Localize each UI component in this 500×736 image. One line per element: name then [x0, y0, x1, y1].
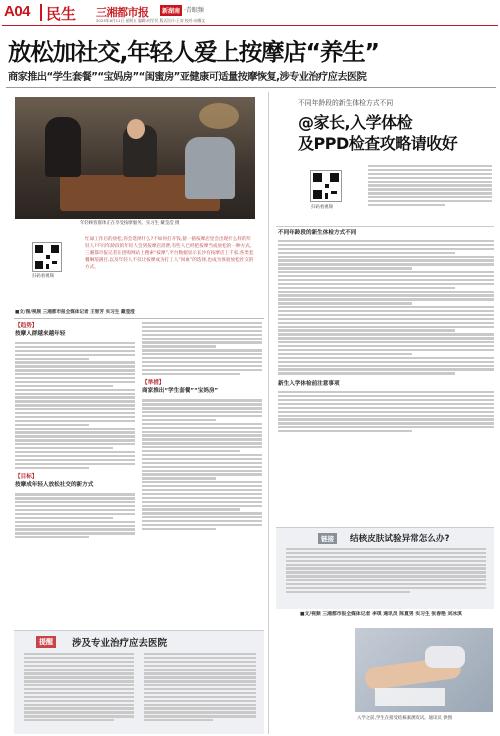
- link-box: [276, 527, 494, 609]
- trend-text: [15, 342, 135, 470]
- link-title: 结核皮肤试验异常怎么办?: [350, 534, 450, 544]
- byline-right: ■文/视频 三湘都市报全媒体记者 李琪 通讯员 陈夏男 实习生 张春艳 刘冰淇: [300, 612, 462, 617]
- right-intro-text: [368, 165, 492, 208]
- date-line: 2023年8月11日 星期五 编辑:何学民 版式设计:王涛 校对:向娜文: [96, 18, 206, 23]
- qr-label: 扫码看视频: [32, 274, 54, 279]
- trend-subheading: 按摩人群越来越年轻: [15, 331, 66, 337]
- right-column: [278, 229, 494, 434]
- bottom-caption: 入学之前,学生在接受结核素测皮试。通讯员 供图: [357, 716, 452, 721]
- qr-code[interactable]: [310, 170, 342, 202]
- link-tag: 链接: [318, 533, 337, 544]
- subheadline: 商家推出“学生套餐”“宝妈房”“闺蜜房”亚健康可适量按摩恢复,涉专业治疗应去医院: [8, 72, 367, 83]
- middle-text: [142, 322, 262, 376]
- photo-person: [185, 137, 235, 199]
- right-section-heading: 新生入学体检前注意事项: [278, 381, 340, 388]
- rule: [6, 87, 496, 88]
- qr-code[interactable]: [32, 242, 62, 272]
- photo-face: [127, 119, 145, 139]
- target-text: [15, 493, 135, 540]
- skin-test-photo: [355, 628, 493, 712]
- middle-column: [142, 322, 262, 532]
- photo-caption: 年轻顾客群体正在享受按摩服务。实习生 戴莹滢 摄: [80, 221, 180, 226]
- photo-lamp: [199, 103, 239, 129]
- trend-header: 【趋势】: [15, 323, 38, 329]
- reminder-box: [14, 630, 264, 734]
- target-subheading: 按摩成年轻人放松社交的新方式: [15, 482, 94, 489]
- right-section-text: [278, 391, 494, 434]
- left-column: [15, 322, 135, 540]
- section-name: 民生: [46, 5, 77, 23]
- rule: [14, 318, 264, 319]
- sales-subheading: 商家推出“学生套餐”“宝妈房”: [142, 388, 219, 395]
- page-code: A04: [4, 3, 31, 20]
- qr-label: 扫码看视频: [311, 205, 333, 210]
- rule: [276, 226, 494, 227]
- right-title: @家长,入学体检: [298, 113, 413, 132]
- photo-glove: [425, 646, 465, 668]
- right-title: 及PPD检查攻略请收好: [298, 134, 458, 153]
- reminder-text-left: [24, 653, 134, 723]
- city-tab: ·青眼频: [184, 7, 204, 14]
- byline-left: ■文/图/视频 三湘都市报全媒体记者 王智芳 实习生 戴莹滢: [15, 310, 135, 315]
- link-text: [286, 548, 486, 595]
- section-bar: [40, 4, 42, 21]
- sales-text: [142, 399, 262, 531]
- right-section-text: [278, 240, 494, 376]
- target-header: 【目标】: [15, 474, 38, 481]
- photo-person: [45, 117, 81, 177]
- sales-header: 【举措】: [142, 380, 165, 387]
- right-kicker: 不同年龄段的新生体检方式不同: [298, 99, 394, 107]
- masthead: [2, 0, 498, 26]
- reminder-tag: 提醒: [36, 636, 56, 648]
- reminder-text-right: [144, 653, 256, 723]
- brand-logo: 三湘都市报: [96, 6, 149, 19]
- partner-logo: 新湖南: [160, 5, 182, 16]
- massage-photo: [15, 97, 255, 219]
- column-divider: [268, 92, 269, 734]
- headline: 放松加社交,年轻人爱上按摩店“养生”: [8, 38, 379, 66]
- right-section-heading: 不同年龄段的新生体检方式不同: [278, 230, 357, 236]
- reminder-title: 涉及专业治疗应去医院: [72, 638, 168, 649]
- intro-text: 忙碌工作后的放松,你会选择什么?不如何打开钱,猜一猜按摩店里会出现什么样的年轻人?不同年龄段的年轻人会到按摩店消费,有些人已经把按摩当成放松的一种方式。三湘都市报记者在团购网站上搜索“按摩”,平台数据显示长沙有按摩店上千家,各类套餐琳琅满目,以及年轻人不仅让按摩成为打工人“回血”的选择,也成为体验放松社交的方式。: [85, 237, 255, 270]
- photo-paper: [375, 688, 445, 706]
